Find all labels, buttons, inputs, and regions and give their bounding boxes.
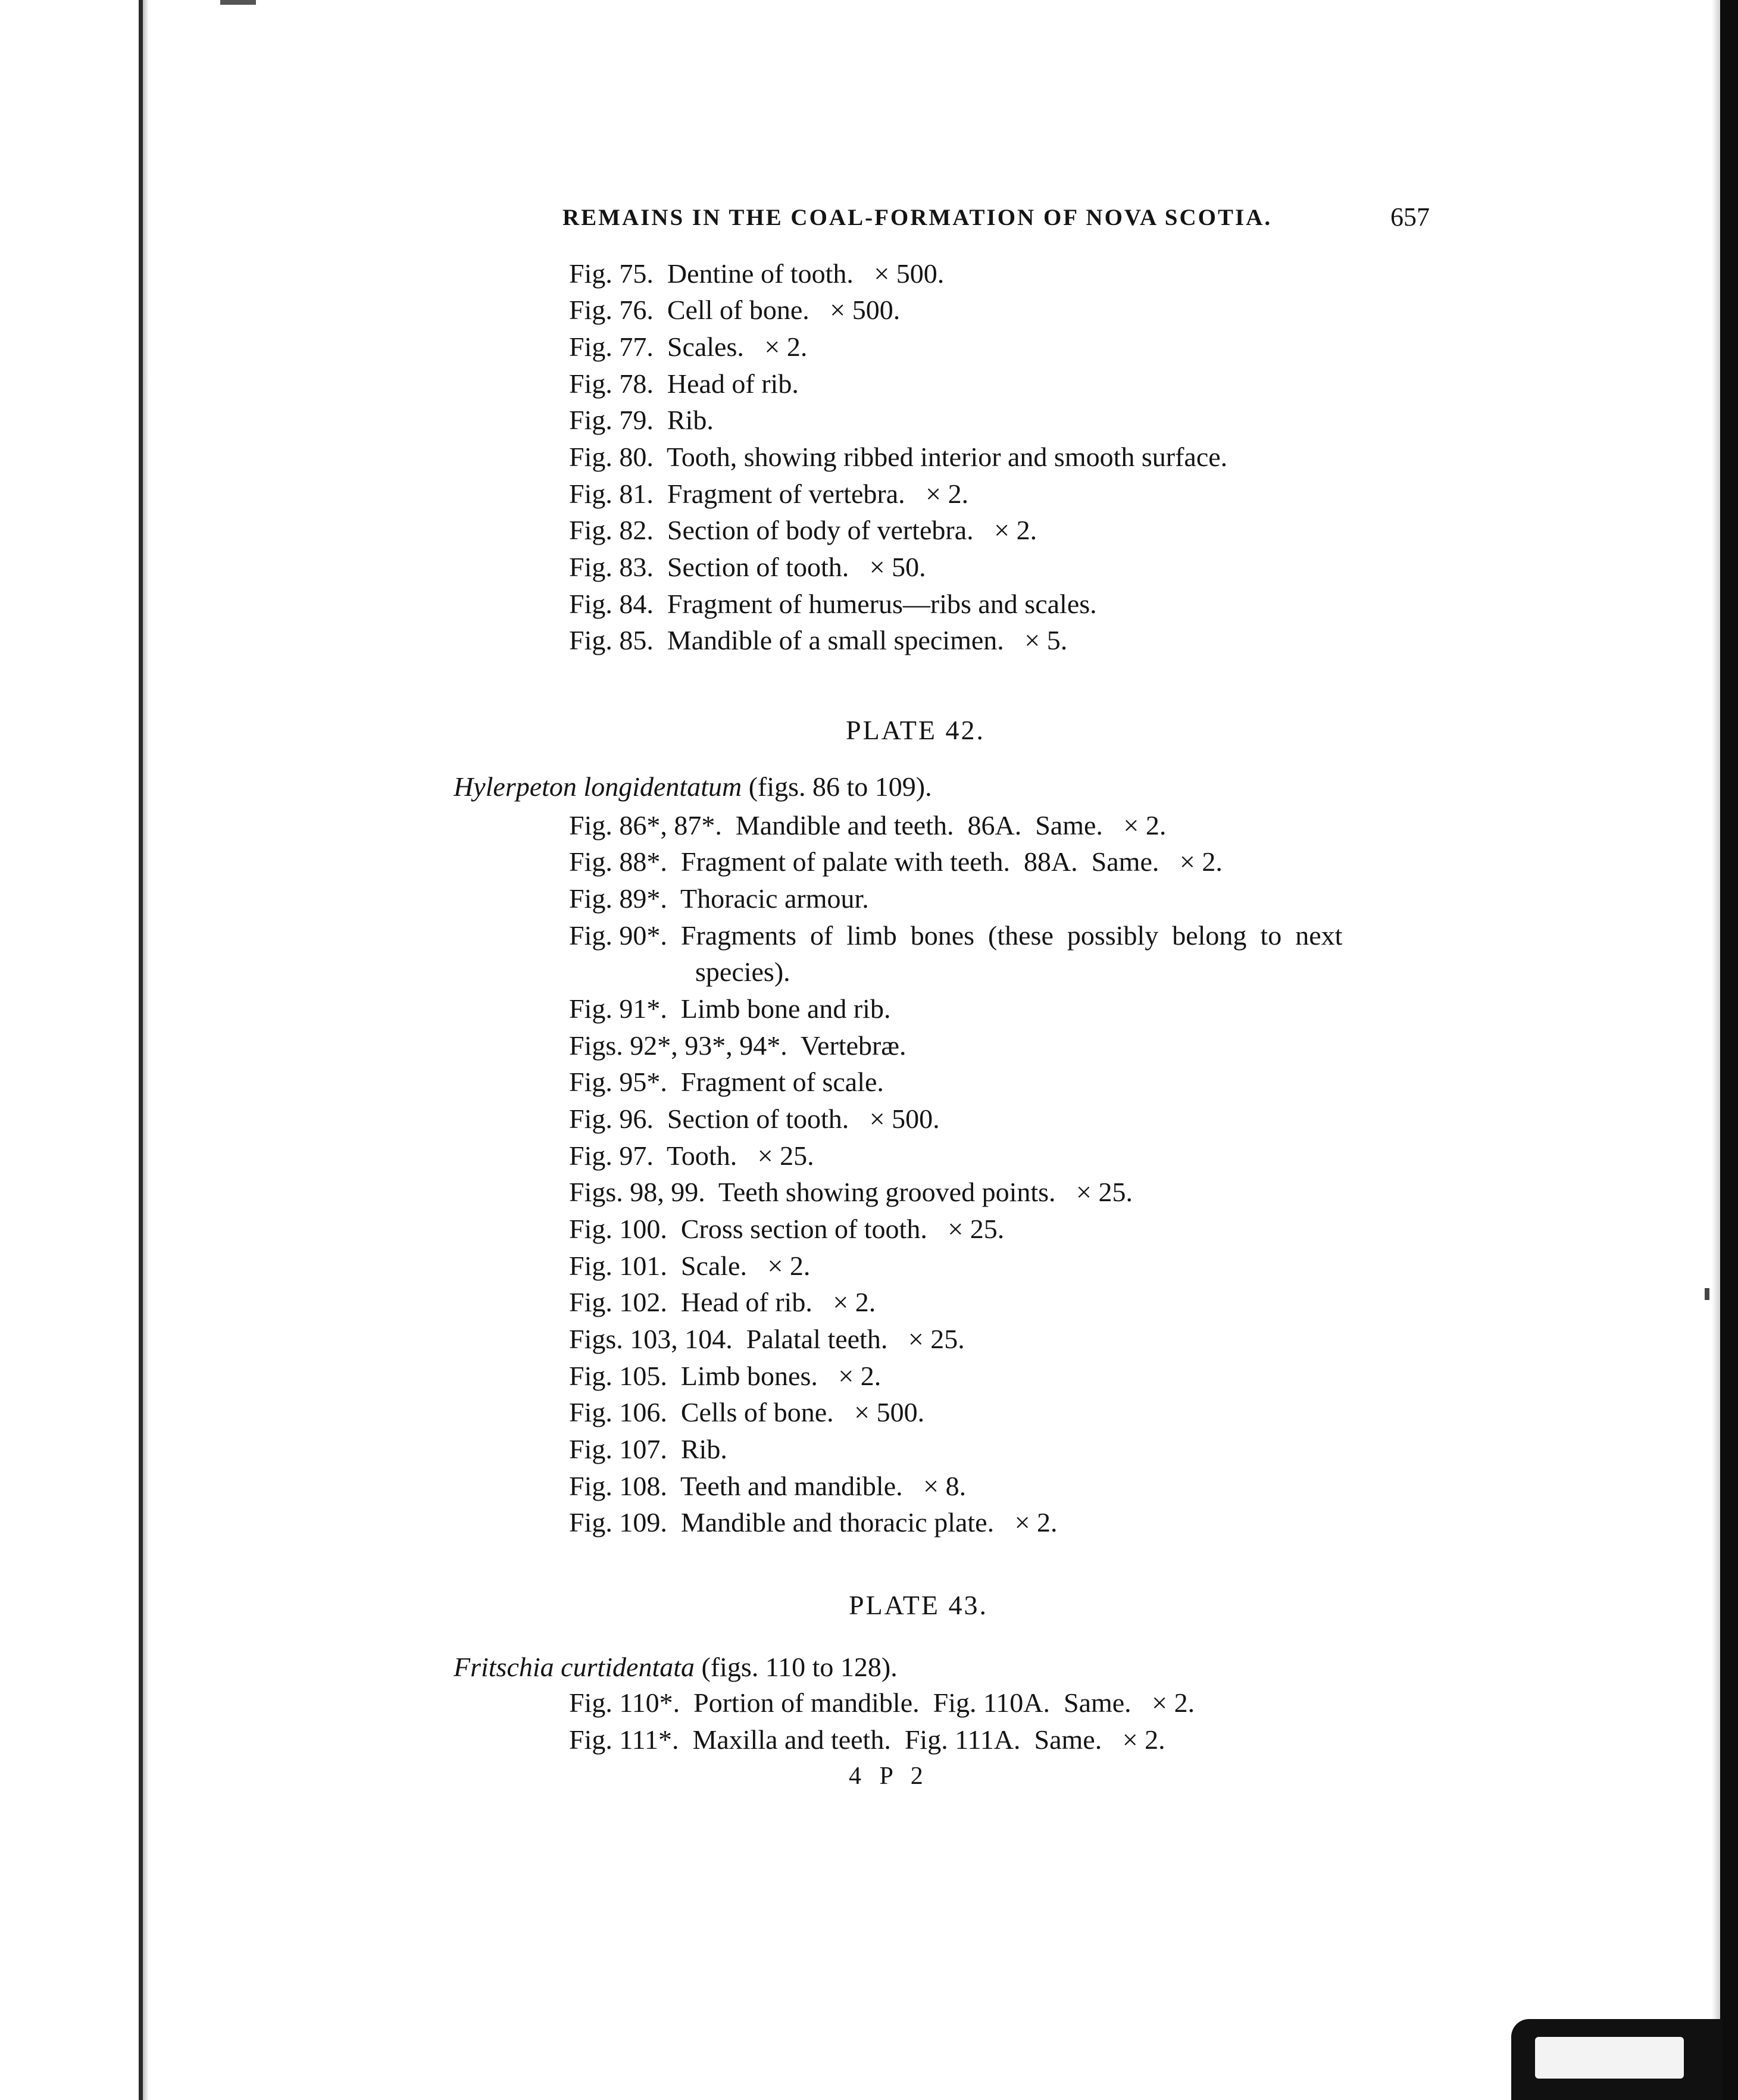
figure-caption: Fig. 86*, 87*. Mandible and teeth. 86A. Same. × 2. <box>569 810 1167 840</box>
figure-caption: Fig. 106. Cells of bone. × 500. <box>569 1397 925 1427</box>
species-name: Fritschia curtidentata <box>454 1652 695 1682</box>
plate-heading: PLATE 43. <box>849 1590 988 1620</box>
figure-caption: Fig. 96. Section of tooth. × 500. <box>569 1104 940 1134</box>
figure-caption: Fig. 102. Head of rib. × 2. <box>569 1287 876 1317</box>
figure-caption: Fig. 82. Section of body of vertebra. × 2. <box>569 515 1037 545</box>
scan-edge-right <box>1720 0 1738 2100</box>
figure-caption: Figs. 98, 99. Teeth showing grooved points. × 25. <box>569 1177 1133 1207</box>
figure-caption-continued: species). <box>695 957 790 987</box>
figure-caption: Fig. 95*. Fragment of scale. <box>569 1067 884 1097</box>
figure-caption: Figs. 103, 104. Palatal teeth. × 25. <box>569 1324 965 1354</box>
scan-corner <box>1511 2019 1723 2100</box>
figure-caption: Fig. 77. Scales. × 2. <box>569 332 808 362</box>
figure-caption: Fig. 80. Tooth, showing ribbed interior and smooth surface. <box>569 442 1228 472</box>
figure-caption: Fig. 76. Cell of bone. × 500. <box>569 295 901 325</box>
running-head: REMAINS IN THE COAL-FORMATION OF NOVA SCOTIA. <box>562 205 1273 230</box>
figure-caption: Fig. 83. Section of tooth. × 50. <box>569 552 926 582</box>
plate-heading: PLATE 42. <box>846 715 985 745</box>
species-line <box>454 771 932 802</box>
figure-caption: Fig. 101. Scale. × 2. <box>569 1251 811 1281</box>
figure-caption: Figs. 92*, 93*, 94*. Vertebræ. <box>569 1030 906 1061</box>
species-name: Hylerpeton longidentatum <box>454 771 742 802</box>
figure-caption: Fig. 75. Dentine of tooth. × 500. <box>569 258 945 289</box>
figure-caption: Fig. 105. Limb bones. × 2. <box>569 1361 881 1391</box>
figure-caption: Fig. 78. Head of rib. <box>569 368 799 399</box>
species-figure-range: (figs. 86 to 109). <box>742 771 932 802</box>
figure-caption: Fig. 108. Teeth and mandible. × 8. <box>569 1471 967 1501</box>
scan-edge-top <box>220 0 256 5</box>
signature-mark: 4 P 2 <box>849 1762 929 1790</box>
figure-caption: Fig. 89*. Thoracic armour. <box>569 883 869 914</box>
figure-caption: Fig. 85. Mandible of a small specimen. × 5. <box>569 625 1068 655</box>
scan-shadow-left <box>143 0 149 2100</box>
figure-caption: Fig. 109. Mandible and thoracic plate. × 2. <box>569 1507 1058 1538</box>
figure-caption: Fig. 81. Fragment of vertebra. × 2. <box>569 479 969 509</box>
figure-caption: Fig. 111*. Maxilla and teeth. Fig. 111A. Same. × 2. <box>569 1724 1165 1755</box>
species-line <box>454 1651 898 1683</box>
figure-caption: Fig. 97. Tooth. × 25. <box>569 1140 814 1171</box>
figure-caption: Fig. 91*. Limb bone and rib. <box>569 993 891 1024</box>
page-number: 657 <box>1390 202 1430 232</box>
scan-edge-left <box>139 0 143 2100</box>
figure-caption: Fig. 90*. Fragments of limb bones (these possibly belong to next <box>569 920 1343 951</box>
scan-shadow-right <box>1712 0 1720 2100</box>
species-figure-range: (figs. 110 to 128). <box>695 1652 898 1682</box>
figure-caption: Fig. 79. Rib. <box>569 405 714 435</box>
figure-caption: Fig. 88*. Fragment of palate with teeth. 88A. Same. × 2. <box>569 846 1223 877</box>
figure-caption: Fig. 84. Fragment of humerus—ribs and scales. <box>569 589 1097 619</box>
figure-caption: Fig. 107. Rib. <box>569 1434 727 1464</box>
figure-caption: Fig. 100. Cross section of tooth. × 25. <box>569 1214 1005 1244</box>
figure-caption: Fig. 110*. Portion of mandible. Fig. 110A. Same. × 2. <box>569 1688 1195 1718</box>
scan-mark <box>1705 1288 1709 1300</box>
